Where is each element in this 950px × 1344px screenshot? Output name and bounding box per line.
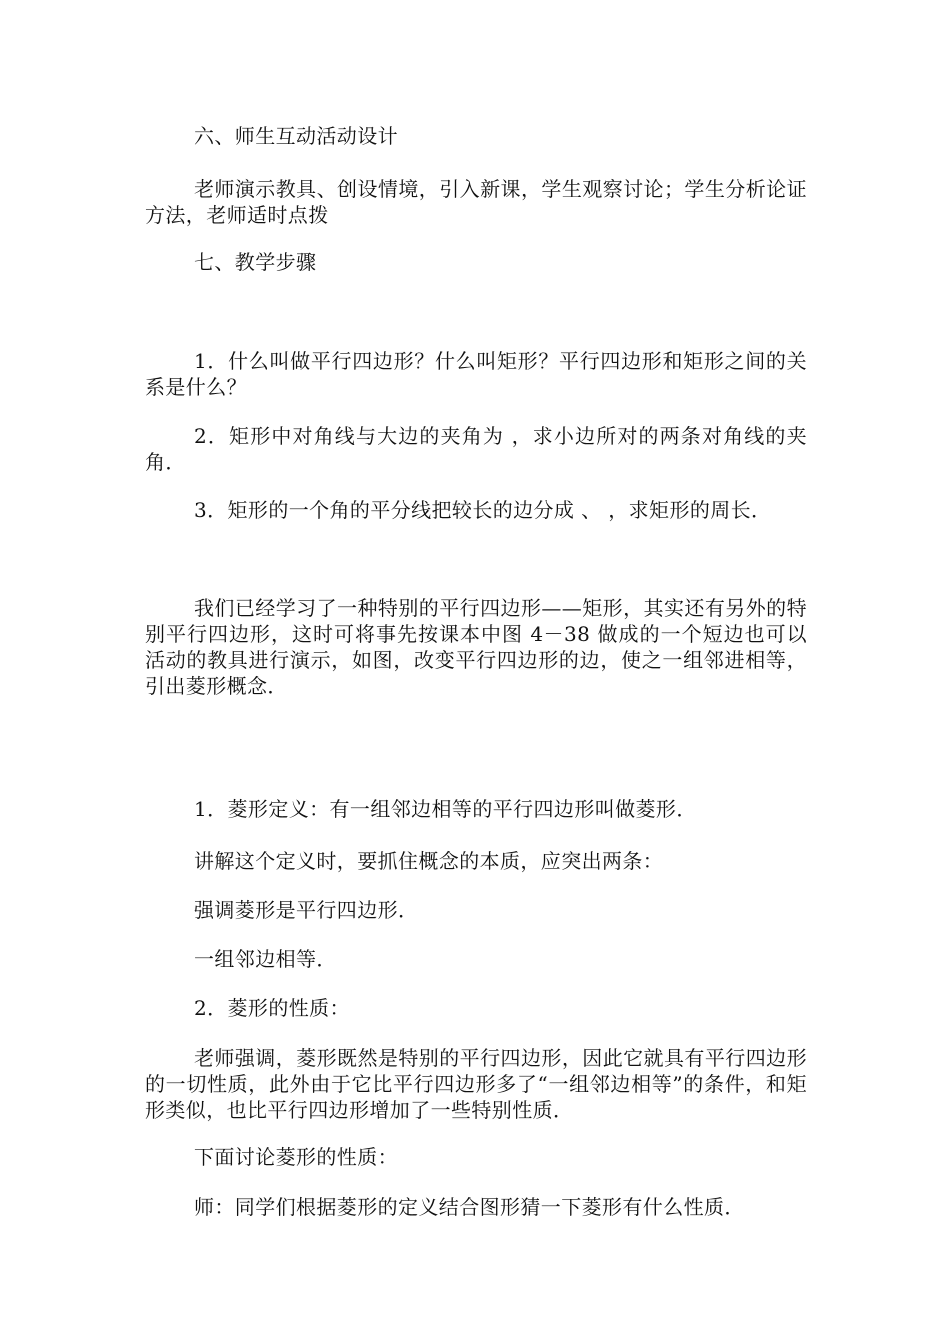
paragraph-explanation: 讲解这个定义时，要抓住概念的本质，应突出两条： <box>194 849 664 873</box>
paragraph-teacher-emphasis: 老师强调，菱形既然是特别的平行四边形，因此它就具有平行四边形的一切性质，此外由于它比平行四边形多了“一组邻边相等”的条件，和矩形类似，也比平行四边形增加了一些特别性质． <box>145 1046 807 1122</box>
paragraph-introduction: 我们已经学习了一种特别的平行四边形——矩形，其实还有另外的特别平行四边形，这时可将事先按课本中图 4－38 做成的一个短边也可以活动的教具进行演示，如图，改变平行四边形的边，使之一组邻进相等，引出菱形概念． <box>145 596 807 698</box>
paragraph-discussion: 下面讨论菱形的性质： <box>194 1145 398 1169</box>
point-parallelogram: 强调菱形是平行四边形． <box>194 898 419 922</box>
rhombus-definition: 1．菱形定义：有一组邻边相等的平行四边形叫做菱形． <box>194 797 697 821</box>
question-3: 3．矩形的一个角的平分线把较长的边分成 、 ，求矩形的周长． <box>194 498 772 522</box>
question-2: 2．矩形中对角线与大边的夹角为 ，求小边所对的两条对角线的夹角． <box>145 424 807 474</box>
question-1: 1．什么叫做平行四边形？什么叫矩形？平行四边形和矩形之间的关系是什么？ <box>145 349 807 399</box>
rhombus-properties-heading: 2．菱形的性质： <box>194 996 350 1020</box>
section-heading-six: 六、师生互动活动设计 <box>194 124 398 148</box>
paragraph-interaction: 老师演示教具、创设情境，引入新课，学生观察讨论；学生分析论证方法，老师适时点拨 <box>145 177 807 227</box>
paragraph-teacher-question: 师：同学们根据菱形的定义结合图形猜一下菱形有什么性质． <box>194 1195 745 1219</box>
section-heading-seven: 七、教学步骤 <box>194 250 317 274</box>
point-adjacent-sides: 一组邻边相等． <box>194 947 337 971</box>
